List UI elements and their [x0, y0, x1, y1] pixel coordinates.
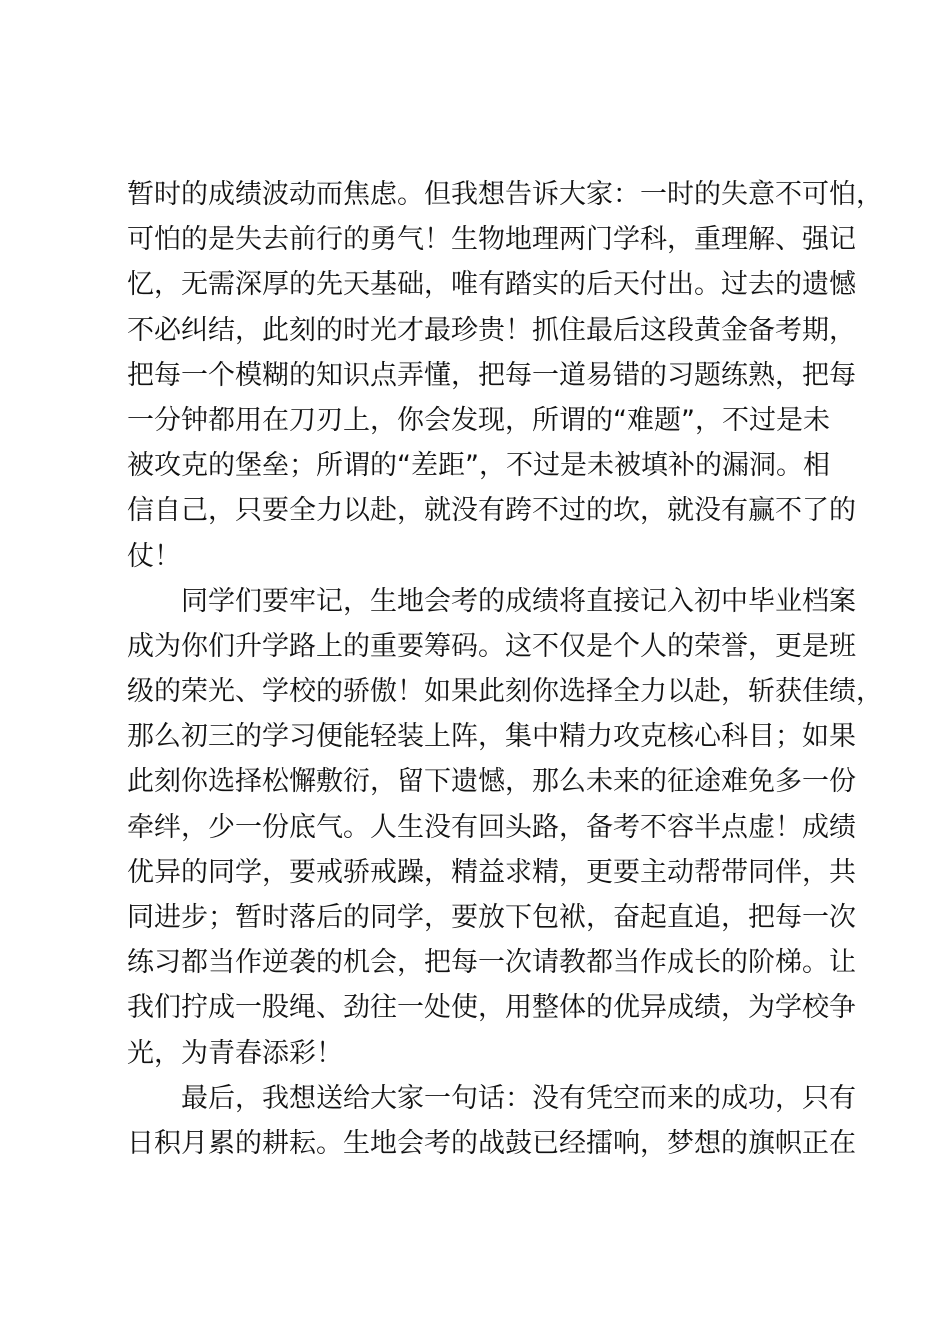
text-line: 光，为青春添彩！ [127, 1037, 343, 1069]
text-line: 同进步；暂时落后的同学，要放下包袱，奋起直追，把每一次 [127, 902, 856, 933]
text-line: 牵绊，少一份底气。人生没有回头路，备考不容半点虚！成绩 [127, 811, 856, 843]
text-line: 此刻你选择松懈敷衍，留下遗憾，那么未来的征途难免多一份 [127, 766, 856, 798]
text-line: 不必纠结，此刻的时光才最珍贵！抓住最后这段黄金备考期， [127, 314, 856, 346]
text-line: 信自己，只要全力以赴，就没有跨不过的坎，就没有赢不了的 [127, 495, 856, 527]
text-line: 级的荣光、学校的骄傲！如果此刻你选择全力以赴，斩获佳绩， [127, 676, 883, 708]
text-line: 那么初三的学习便能轻装上阵，集中精力攻克核心科目；如果 [127, 721, 856, 753]
paragraph-first-line: 同学们要牢记，生地会考的成绩将直接记入初中毕业档案 [181, 585, 856, 617]
body-text [127, 172, 883, 1166]
text-line: 优异的同学，要戒骄戒躁，精益求精，更要主动帮带同伴，共 [127, 856, 856, 888]
text-line: 仗！ [127, 540, 181, 572]
text-line: 暂时的成绩波动而焦虑。但我想告诉大家：一时的失意不可怕， [127, 179, 883, 210]
paragraph-first-line: 最后，我想送给大家一句话：没有凭空而来的成功，只有 [181, 1082, 856, 1114]
text-line: 练习都当作逆袭的机会，把每一次请教都当作成长的阶梯。让 [127, 947, 856, 979]
text-line: 可怕的是失去前行的勇气！生物地理两门学科，重理解、强记 [127, 224, 856, 256]
text-line: 忆，无需深厚的先天基础，唯有踏实的后天付出。过去的遗憾 [127, 269, 856, 301]
text-line: 一分钟都用在刀刃上，你会发现，所谓的“难题”，不过是未 [127, 404, 830, 436]
text-line: 成为你们升学路上的重要筹码。这不仅是个人的荣誉，更是班 [127, 630, 856, 662]
text-line: 被攻克的堡垒；所谓的“差距”，不过是未被填补的漏洞。相 [127, 450, 830, 482]
text-line: 日积月累的耕耘。生地会考的战鼓已经擂响，梦想的旗帜正在 [127, 1127, 856, 1159]
text-line: 把每一个模糊的知识点弄懂，把每一道易错的习题练熟，把每 [127, 359, 856, 391]
text-line: 我们拧成一股绳、劲往一处使，用整体的优异成绩，为学校争 [127, 992, 856, 1024]
